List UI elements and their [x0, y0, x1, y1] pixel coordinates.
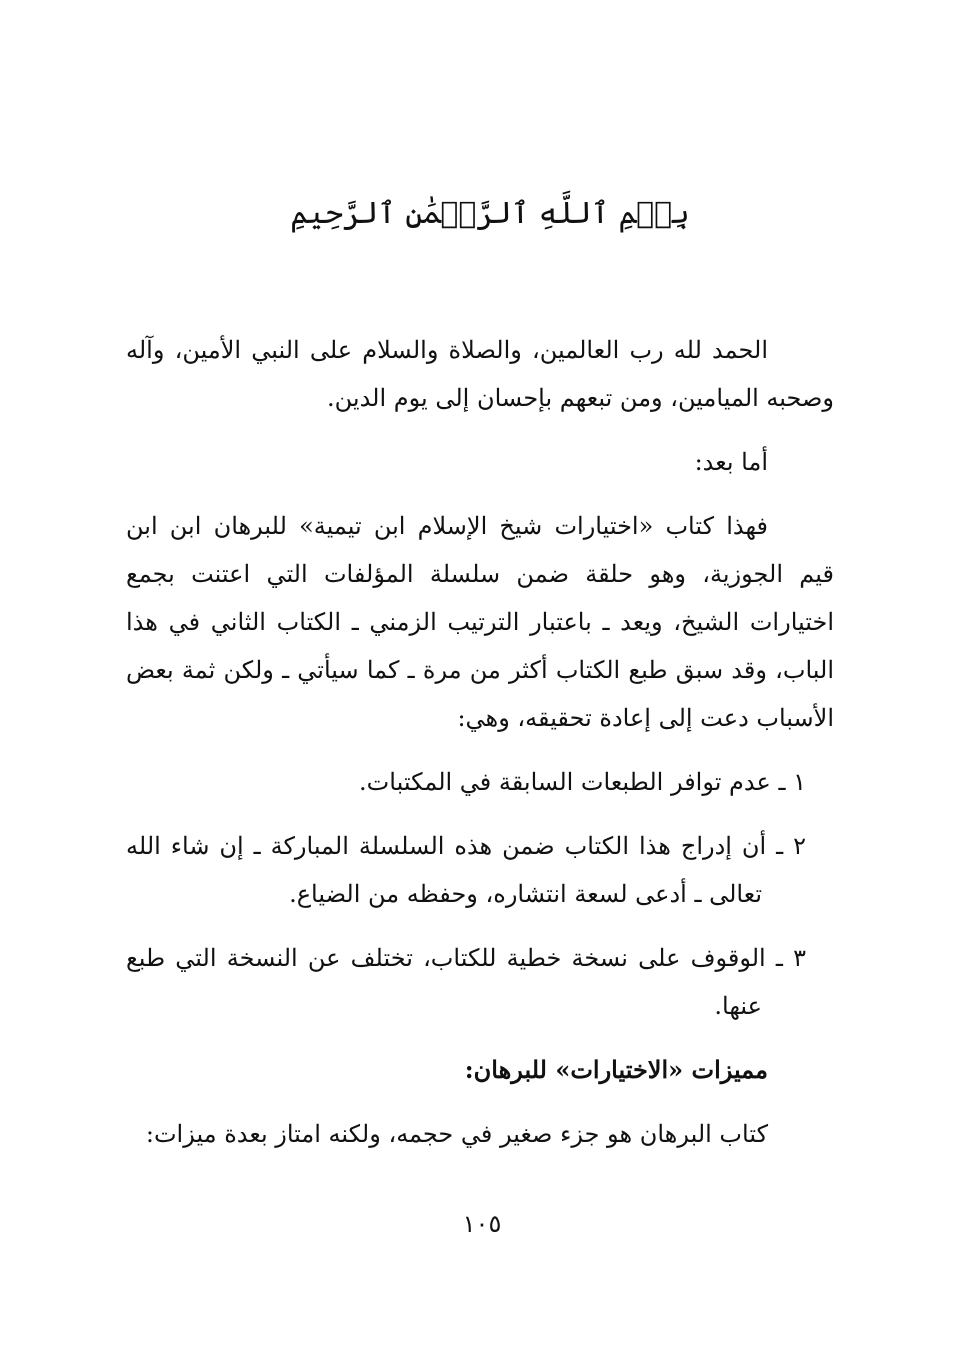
- page-number: ١٠٥: [462, 1210, 502, 1238]
- reason-item-2: ٢ ـ أن إدراج هذا الكتاب ضمن هذه السلسلة المباركة ـ إن شاء الله تعالى ـ أدعى لسعة انتشاره، وحفظه من الضياع.: [126, 832, 807, 908]
- intro-paragraph: فهذا كتاب «اختيارات شيخ الإسلام ابن تيمية» للبرهان ابن ابن قيم الجوزية، وهو حلقة ضمن سلسلة المؤلفات التي اعتنت بجمع اختيارات الشيخ، ويعد ـ باعتبار الترتيب الزمني ـ الكتاب الثاني في هذا الباب، وقد سبق طبع الكتاب أكثر من مرة ـ كما سيأتي ـ ولكن ثمة بعض الأسباب دعت إلى إعادة تحقيقه، وهي:: [126, 512, 834, 732]
- opening-paragraph: الحمد لله رب العالمين، والصلاة والسلام على النبي الأمين، وآله وصحبه الميامين، ومن تبعهم بإحسان إلى يوم الدين.: [126, 336, 834, 412]
- page-body: [126, 326, 834, 1158]
- features-heading: مميزات «الاختيارات» للبرهان:: [464, 1055, 768, 1084]
- amma-baad-line: أما بعد:: [694, 448, 768, 476]
- basmala-heading: بِسۡمِ ٱللَّهِ ٱلرَّحۡمَٰنِ ٱلرَّحِيمِ: [290, 196, 690, 231]
- features-intro-paragraph: كتاب البرهان هو جزء صغير في حجمه، ولكنه امتاز بعدة ميزات:: [145, 1120, 768, 1148]
- reason-item-1: ١ ـ عدم توافر الطبعات السابقة في المكتبات.: [359, 768, 806, 796]
- reason-item-3: ٣ ـ الوقوف على نسخة خطية للكتاب، تختلف عن النسخة التي طبع عنها.: [126, 944, 806, 1020]
